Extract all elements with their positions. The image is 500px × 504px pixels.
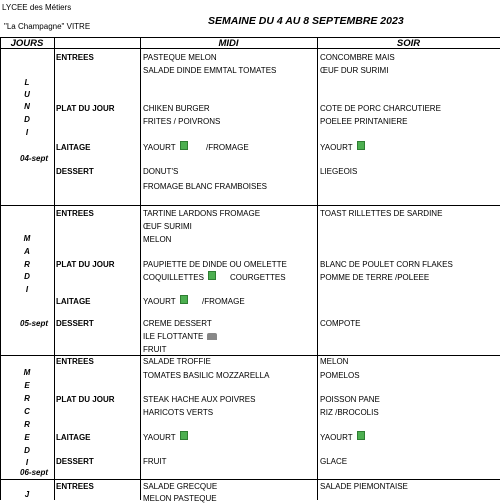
day-date: 06-sept: [20, 468, 49, 477]
menu-item: STEAK HACHE AUX POIVRES: [143, 395, 256, 404]
week-title: SEMAINE DU 4 AU 8 SEPTEMBRE 2023: [208, 15, 404, 27]
menu-item: CREME DESSERT: [143, 319, 212, 328]
row-label-entrees: ENTREES: [56, 53, 94, 62]
menu-item: FRUIT: [143, 457, 167, 466]
col-soir: SOIR: [396, 38, 421, 49]
menu-item: BLANC DE POULET CORN FLAKES: [320, 260, 453, 269]
day-letter: R: [24, 260, 30, 269]
menu-item: PASTEQUE MELON: [143, 53, 217, 62]
row-label-plat: PLAT DU JOUR: [56, 395, 115, 404]
menu-item: YAOURT: [143, 297, 188, 307]
menu-item: /FROMAGE: [206, 143, 249, 152]
row-label-plat: PLAT DU JOUR: [56, 260, 115, 269]
day-letter: M: [23, 234, 31, 243]
menu-item: GLACE: [320, 457, 348, 466]
menu-item: SALADE PIEMONTAISE: [320, 482, 408, 491]
menu-item: TARTINE LARDONS FROMAGE: [143, 209, 261, 218]
menu-item: COURGETTES: [230, 273, 286, 282]
row-label-dessert: DESSERT: [56, 167, 94, 176]
day-letter: I: [25, 285, 29, 294]
menu-item: SALADE TROFFIE: [143, 357, 211, 366]
menu-item: MELON: [143, 235, 172, 244]
row-label-entrees: ENTREES: [56, 357, 94, 366]
menu-item: POISSON PANE: [320, 395, 380, 404]
menu-item: POELEE PRINTANIERE: [320, 117, 408, 126]
green-label-icon: [180, 141, 188, 150]
day-letter: N: [24, 102, 30, 111]
day-letter: D: [24, 446, 30, 455]
menu-item: CHIKEN BURGER: [143, 104, 210, 113]
menu-item: YAOURT: [143, 143, 188, 153]
menu-item: /FROMAGE: [202, 297, 245, 306]
menu-item: PAUPIETTE DE DINDE OU OMELETTE: [143, 260, 287, 269]
row-label-dessert: DESSERT: [56, 319, 94, 328]
col-jours: JOURS: [10, 38, 44, 49]
menu-item: FRITES / POIVRONS: [143, 117, 221, 126]
menu-item: COQUILLETTES: [143, 273, 216, 283]
row-label-entrees: ENTREES: [56, 209, 94, 218]
menu-item: SALADE GRECQUE: [143, 482, 218, 491]
menu-item: MELON PASTEQUE: [143, 494, 217, 503]
menu-item: TOMATES BASILIC MOZZARELLA: [143, 371, 270, 380]
menu-item: POMELOS: [320, 371, 360, 380]
green-label-icon: [208, 271, 216, 280]
green-label-icon: [357, 431, 365, 440]
green-label-icon: [357, 141, 365, 150]
day-letter: D: [24, 115, 30, 124]
row-label-laitage: LAITAGE: [56, 297, 91, 306]
day-letter: I: [25, 128, 29, 137]
day-date: 05-sept: [20, 319, 49, 328]
menu-item: ŒUF SURIMI: [143, 222, 192, 231]
menu-item: YAOURT: [320, 143, 365, 153]
day-letter: C: [24, 407, 30, 416]
menu-item: HARICOTS VERTS: [143, 408, 214, 417]
day-letter: I: [25, 458, 29, 467]
day-date: 04-sept: [20, 154, 49, 163]
menu-item: YAOURT: [143, 433, 188, 443]
day-letter: R: [24, 420, 30, 429]
menu-item: LIEGEOIS: [320, 167, 358, 176]
day-letter: R: [24, 394, 30, 403]
day-letter: E: [24, 433, 30, 442]
day-letter: L: [24, 78, 30, 87]
school-subtitle: "La Champagne" VITRE: [4, 22, 91, 31]
menu-item: COMPOTE: [320, 319, 361, 328]
col-midi: MIDI: [218, 38, 239, 49]
day-letter: D: [24, 272, 30, 281]
day-letter: J: [24, 490, 30, 499]
row-label-laitage: LAITAGE: [56, 143, 91, 152]
menu-item: DONUT'S: [143, 167, 179, 176]
row-label-dessert: DESSERT: [56, 457, 94, 466]
school-name: LYCEE des Métiers: [2, 3, 72, 12]
menu-item: FRUIT: [143, 345, 167, 354]
menu-item: ILE FLOTTANTE: [143, 332, 217, 342]
day-letter: A: [24, 247, 30, 256]
menu-item: RIZ /BROCOLIS: [320, 408, 379, 417]
menu-item: CONCOMBRE MAIS: [320, 53, 395, 62]
row-label-plat: PLAT DU JOUR: [56, 104, 115, 113]
cooking-pot-icon: [207, 333, 217, 340]
green-label-icon: [180, 431, 188, 440]
day-letter: U: [24, 90, 30, 99]
menu-item: FROMAGE BLANC FRAMBOISES: [143, 182, 268, 191]
menu-item: COTE DE PORC CHARCUTIERE: [320, 104, 441, 113]
menu-item: ŒUF DUR SURIMI: [320, 66, 389, 75]
row-label-laitage: LAITAGE: [56, 433, 91, 442]
menu-item: POMME DE TERRE /POLEEE: [320, 273, 430, 282]
menu-item: SALADE DINDE EMMTAL TOMATES: [143, 66, 277, 75]
menu-item: MELON: [320, 357, 349, 366]
day-letter: M: [23, 368, 31, 377]
green-label-icon: [180, 295, 188, 304]
row-label-entrees: ENTREES: [56, 482, 94, 491]
menu-item: YAOURT: [320, 433, 365, 443]
day-letter: E: [24, 381, 30, 390]
menu-item: TOAST RILLETTES DE SARDINE: [320, 209, 443, 218]
